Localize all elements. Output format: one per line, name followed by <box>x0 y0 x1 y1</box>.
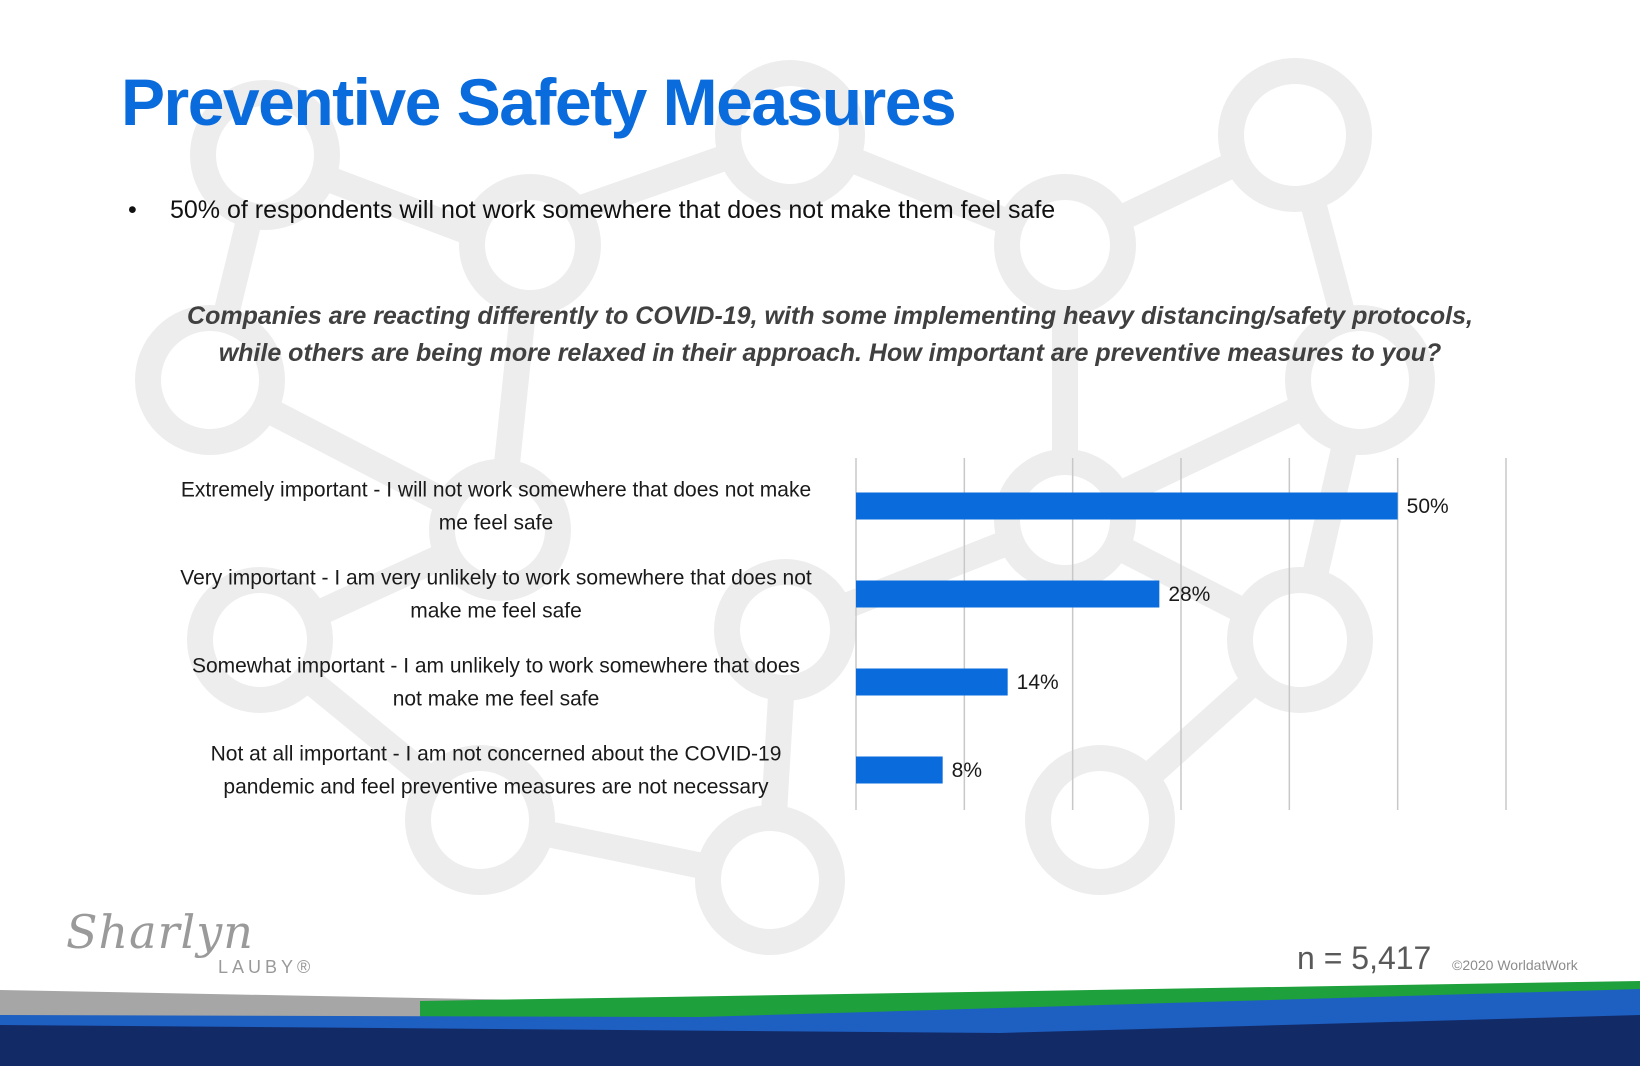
slide-title: Preventive Safety Measures <box>121 65 956 139</box>
data-label: 14% <box>1016 671 1059 694</box>
survey-question-line-1: Companies are reacting differently to COVID-19, with some implementing heavy distancing/safety protocols, <box>187 302 1473 330</box>
data-label: 50% <box>1406 495 1449 518</box>
category-label: Not at all important - I am not concerned about the COVID-19 <box>210 742 782 766</box>
logo-sub-text: LAUBY® <box>218 957 315 977</box>
sharlyn-lauby-logo <box>66 905 315 985</box>
category-label: Very important - I am very unlikely to work somewhere that does not <box>180 566 812 590</box>
category-label: make me feel safe <box>410 599 582 623</box>
footer-color-band <box>0 975 1640 1066</box>
category-label: not make me feel safe <box>392 687 600 711</box>
category-label: pandemic and feel preventive measures are not necessary <box>223 775 769 799</box>
key-finding-text: 50% of respondents will not work somewhere that does not make them feel safe <box>170 196 1056 224</box>
bar <box>856 669 1008 696</box>
logo-script-text: Sharlyn <box>66 905 254 959</box>
category-label: Somewhat important - I am unlikely to work somewhere that does <box>191 654 801 678</box>
data-label: 8% <box>951 759 983 782</box>
category-label: Extremely important - I will not work somewhere that does not make <box>180 478 812 502</box>
sample-size: n = 5,417 <box>1297 940 1432 976</box>
survey-question-line-2: while others are being more relaxed in their approach. How important are preventive measures to you? <box>218 339 1442 367</box>
bar <box>856 757 943 784</box>
copyright-notice: ©2020 WorldatWork <box>1452 957 1578 973</box>
bar <box>856 581 1159 608</box>
category-label: me feel safe <box>438 511 554 535</box>
bar <box>856 493 1398 520</box>
data-label: 28% <box>1168 583 1211 606</box>
bullet-marker: • <box>128 196 137 224</box>
